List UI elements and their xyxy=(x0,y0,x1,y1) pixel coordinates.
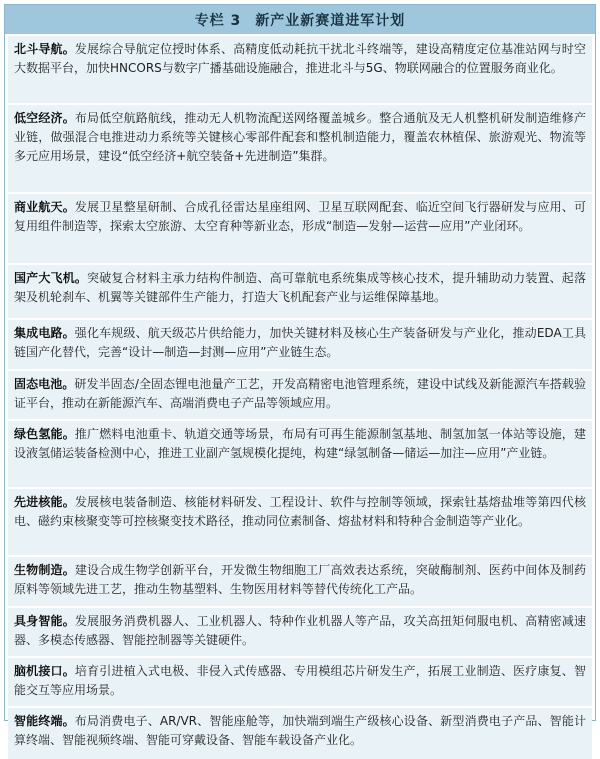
section-heading: 集成电路。 xyxy=(14,326,75,340)
section-body: 发展服务消费机器人、工业机器人、特种作业机器人等产品，攻关高扭矩伺服电机、高精密减速器、多模态传感器、智能控制器等关键硬件。 xyxy=(14,614,586,647)
section-heading: 绿色氢能。 xyxy=(14,427,75,441)
section-brain-computer-interface xyxy=(8,658,592,708)
section-body: 突破复合材料主承力结构件制造、高可靠航电系统集成等核心技术，提升辅助动力装置、起落架及机轮刹车、机翼等关键部件生产能力，打造大飞机配套产业与运维保障基地。 xyxy=(14,271,586,304)
section-large-aircraft xyxy=(8,265,592,320)
section-list xyxy=(5,34,595,759)
section-beidou xyxy=(8,36,592,105)
section-body: 发展卫星整星研制、合成孔径雷达星座组网、卫星互联网配套、临近空间飞行器研发与应用、可复用组件制造等，探索太空旅游、太空育种等新业态，形成“制造—发射—运营—应用”产业闭环。 xyxy=(14,200,586,233)
section-heading: 生物制造。 xyxy=(14,563,75,577)
section-heading: 国产大飞机。 xyxy=(14,271,88,285)
section-biomanufacturing xyxy=(8,557,592,608)
section-integrated-circuits xyxy=(8,320,592,371)
section-commercial-space xyxy=(8,194,592,265)
section-heading: 商业航天。 xyxy=(14,200,75,214)
section-green-hydrogen xyxy=(8,421,592,489)
section-smart-terminals xyxy=(8,708,592,759)
section-heading: 固态电池。 xyxy=(14,377,75,391)
section-body: 培育引进植入式电极、非侵入式传感器、专用模组芯片研发生产，拓展工业制造、医疗康复、智能交互等应用场景。 xyxy=(14,664,586,697)
section-body: 建设合成生物学创新平台，开发微生物细胞工厂高效表达系统，突破酶制剂、医药中间体及制药原料等领域先进工艺，推动生物基塑料、生物医用材料等替代传统化工产品。 xyxy=(14,563,586,596)
box-title-bar xyxy=(5,5,595,34)
section-heading: 先进核能。 xyxy=(14,495,75,509)
section-heading: 低空经济。 xyxy=(14,111,75,125)
section-body: 强化车规级、航天级芯片供给能力，加快关键材料及核心生产装备研发与产业化，推动EDA工具链国产化替代，完善“设计—制造—封测—应用”产业链生态。 xyxy=(14,326,586,359)
feature-box xyxy=(4,4,596,747)
section-heading: 脑机接口。 xyxy=(14,664,75,678)
section-heading: 智能终端。 xyxy=(14,714,75,728)
section-body: 布局消费电子、AR/VR、智能座舱等，加快端到端生产级核心设备、新型消费电子产品、智能计算终端、智能视频终端、智能可穿戴设备、智能车载设备产业化。 xyxy=(14,714,586,747)
section-body: 发展综合导航定位授时体系、高精度低动耗抗干扰北斗终端等，建设高精度定位基准站网与时空大数据平台，加快HNCORS与数字广播基础设施融合，推进北斗与5G、物联网融合的位置服务商业化。 xyxy=(14,42,586,75)
box-label: 专栏 3 xyxy=(194,12,242,29)
section-advanced-nuclear xyxy=(8,489,592,557)
section-body: 研发半固态/全固态锂电池量产工艺，开发高精密电池管理系统，建设中试线及新能源汽车搭载验证平台，推动在新能源汽车、高端消费电子产品等领域应用。 xyxy=(14,377,586,410)
section-heading: 北斗导航。 xyxy=(14,42,75,56)
box-title: 新产业新赛道进军计划 xyxy=(255,12,406,29)
section-body: 推广燃料电池重卡、轨道交通等场景，布局有可再生能源制氢基地、制氢加氢一体站等设施，建设液氢储运装备检测中心，推进工业副产氢规模化提纯，构建“绿氢制备—储运—加注—应用”产业链。 xyxy=(14,427,586,460)
section-body: 布局低空航路航线，推动无人机物流配送网络覆盖城乡。整合通航及无人机整机研发制造维修产业链，做强混合电推进动力系统等关键核心零部件配套和整机制造能力，覆盖农林植保、旅游观光、物流等多元应用场景，建设“低空经济+航空装备+先进制造”集群。 xyxy=(14,111,586,163)
section-embodied-ai xyxy=(8,608,592,658)
section-body: 发展核电装备制造、核能材料研发、工程设计、软件与控制等领域，探索钍基熔盐堆等第四代核电、磁约束核聚变等可控核聚变技术路径，推动同位素制备、熔盐材料和特种合金制造等产业化。 xyxy=(14,495,586,528)
section-heading: 具身智能。 xyxy=(14,614,75,628)
section-low-altitude xyxy=(8,105,592,194)
section-solid-state-battery xyxy=(8,371,592,421)
